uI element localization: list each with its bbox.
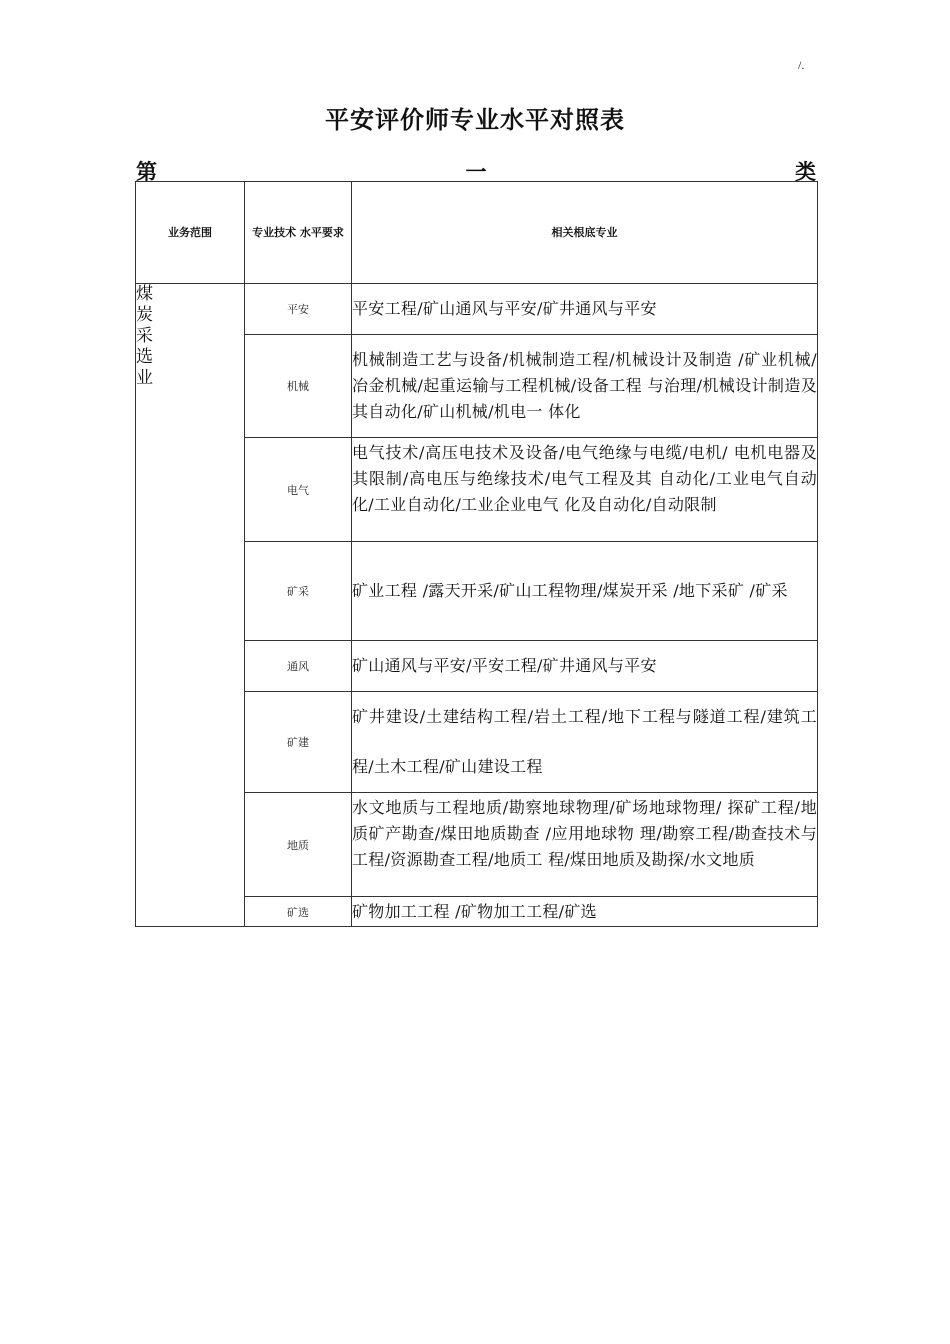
- majors-cell: 水文地质与工程地质/勘察地球物理/矿场地球物理/ 探矿工程/地质矿产勘查/煤田地质勘查 /应用地球物 理/勘察工程/勘查技术与工程/资源勘查工程/地质工 程/煤田地质及勘探/水文地质: [352, 793, 818, 897]
- header-scope: 业务范围: [136, 182, 245, 284]
- requirement-cell: 矿选: [245, 897, 352, 927]
- requirement-cell: 机械: [245, 335, 352, 438]
- requirement-cell: 地质: [245, 793, 352, 897]
- scope-cell: [136, 284, 245, 927]
- requirement-cell: 矿采: [245, 542, 352, 641]
- table-row: [136, 284, 818, 335]
- header-majors: 相关根底专业: [352, 182, 818, 284]
- majors-cell: 矿井建设/土建结构工程/岩土工程/地下工程与隧道工程/建筑工程/土木工程/矿山建设工程: [352, 692, 818, 793]
- professional-level-table: [135, 181, 818, 927]
- requirement-cell: 电气: [245, 438, 352, 542]
- majors-cell: 机械制造工艺与设备/机械制造工程/机械设计及制造 /矿业机械/冶金机械/起重运输与工程机械/设备工程 与治理/机械设计制造及其自动化/矿山机械/机电一 体化: [352, 335, 818, 438]
- header-requirement: 专业技术 水平要求: [245, 182, 352, 284]
- majors-cell: 平安工程/矿山通风与平安/矿井通风与平安: [352, 284, 818, 335]
- category-char-3: 类: [795, 160, 816, 184]
- requirement-cell: 平安: [245, 284, 352, 335]
- document-title: 平安评价师专业水平对照表: [325, 106, 625, 134]
- scope-text: 煤炭采选业: [136, 284, 153, 388]
- majors-cell: 矿业工程 /露天开采/矿山工程物理/煤炭开采 /地下采矿 /矿采: [352, 542, 818, 641]
- category-char-1: 第: [136, 160, 157, 184]
- requirement-cell: 矿建: [245, 692, 352, 793]
- majors-cell: 矿物加工工程 /矿物加工工程/矿选: [352, 897, 818, 927]
- page-mark: /.: [798, 58, 805, 72]
- majors-cell: 矿山通风与平安/平安工程/矿井通风与平安: [352, 641, 818, 692]
- category-char-2: 一: [465, 160, 487, 184]
- requirement-cell: 通风: [245, 641, 352, 692]
- majors-cell: 电气技术/高压电技术及设备/电气绝缘与电缆/电机/ 电机电器及其限制/高电压与绝缘技术/电气工程及其 自动化/工业电气自动化/工业自动化/工业企业电气 化及自动化/自动限制: [352, 438, 818, 542]
- table-header-row: [136, 182, 818, 284]
